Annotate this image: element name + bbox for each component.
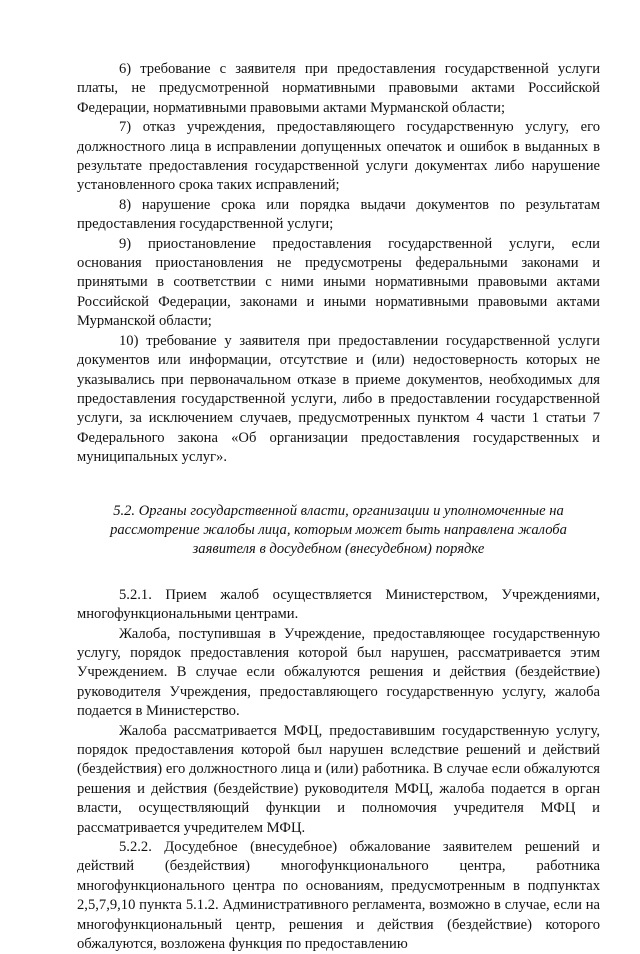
grounds-list — [77, 60, 600, 468]
paragraph-5-2-2: 5.2.2. Досудебное (внесудебное) обжалование заявителем решений и действий (бездействия) многофункционального центра, работника многофункционального центра по основаниям, предусмотренным в подпунктах 2,5,7,9,10 пункта 5.1.2. Административного регламента, возможно в случае, если на многофункциональный центр, решения и действия (бездействие) которого обжалуются, возложена функция по предоставлению — [77, 839, 600, 953]
paragraph-item-6: 6) требование с заявителя при предоставления государственной услуги платы, не предусмотренной нормативными правовыми актами Российской Федерации, нормативными правовыми актами Мурманской области; — [77, 61, 600, 116]
section-heading-5-2: 5.2. Органы государственной власти, организации и уполномоченные на рассмотрение жалобы лица, которым может быть направлена жалоба заявителя в досудебном (внесудебном) порядке — [110, 502, 567, 558]
paragraph-5-2-1: 5.2.1. Прием жалоб осуществляется Министерством, Учреждениями, многофункциональными центрами. — [77, 586, 600, 623]
paragraph-complaint-institution: Жалоба, поступившая в Учреждение, предоставляющее государственную услугу, порядок предоставления которой был нарушен, рассматривается этим Учреждением. В случае если обжалуются решения и действия (бездействие) руководителя Учреждения, предоставляющего государственную услугу, жалоба подается в Министерство. — [77, 625, 600, 720]
section-5-2-body — [77, 586, 600, 954]
paragraph-complaint-mfc: Жалоба рассматривается МФЦ, предоставившим государственную услугу, порядок предоставления которой был нарушен вследствие решений и действий (бездействия) его должностного лица и (или) работника. В случае если обжалуются решения и действия (бездействие) руководителя МФЦ, жалоба подается в орган власти, осуществляющий функции и полномочия учредителя МФЦ и рассматривается учредителем МФЦ. — [77, 722, 600, 836]
paragraph-item-8: 8) нарушение срока или порядка выдачи документов по результатам предоставления государственной услуги; — [77, 196, 600, 233]
paragraph-item-9: 9) приостановление предоставления государственной услуги, если основания приостановления не предусмотрены федеральными законами и принятыми в соответствии с ними иными нормативными правовыми актами Российской Федерации, законами и иными нормативными правовыми актами Мурманской области; — [77, 235, 600, 330]
paragraph-item-7: 7) отказ учреждения, предоставляющего государственную услугу, его должностного лица в исправлении допущенных опечаток и ошибок в выданных в результате предоставления государственной услуги документах либо нарушение установленного срока таких исправлений; — [77, 119, 600, 194]
paragraph-item-10: 10) требование у заявителя при предоставлении государственной услуги документов или информации, отсутствие и (или) недостоверность которых не указывались при первоначальном отказе в приеме документов, необходимых для предоставления государственной услуги, либо в предоставлении государственной услуги, за исключением случаев, предусмотренных пунктом 4 части 1 статьи 7 Федерального закона «Об организации предоставления государственных и муниципальных услуг». — [77, 332, 600, 466]
